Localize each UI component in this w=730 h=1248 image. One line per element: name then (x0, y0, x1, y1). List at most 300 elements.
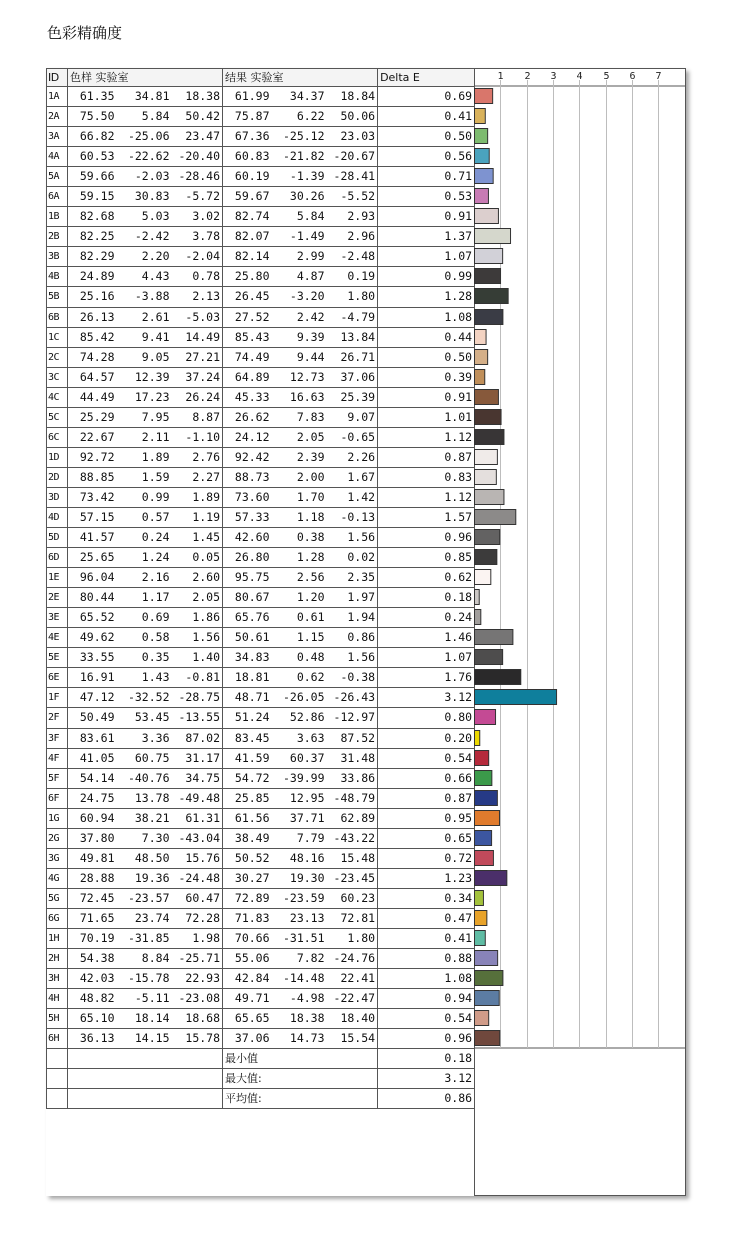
ref-b-value: -24.48 (172, 868, 223, 888)
ref-l-value: 25.65 (68, 548, 117, 568)
table-row (47, 207, 475, 227)
res-l-value: 51.24 (223, 708, 272, 728)
patch-id: 1B (47, 207, 68, 227)
ref-a-value: 0.35 (117, 648, 172, 668)
patch-id: 5B (47, 287, 68, 307)
res-a-value: -25.12 (272, 127, 327, 147)
bar-6A (475, 189, 489, 204)
summary-label: 最小值 (223, 1049, 378, 1069)
patch-id: 5G (47, 888, 68, 908)
patch-id: 5H (47, 1009, 68, 1029)
ref-b-value: 2.76 (172, 447, 223, 467)
table-row (47, 788, 475, 808)
color-accuracy-report (46, 68, 686, 1196)
res-b-value: 1.42 (327, 487, 378, 507)
ref-b-value: -13.55 (172, 708, 223, 728)
res-a-value: 12.95 (272, 788, 327, 808)
delta-e-value: 0.65 (378, 828, 475, 848)
ref-l-value: 50.49 (68, 708, 117, 728)
ref-b-value: 61.31 (172, 808, 223, 828)
bar-5F (475, 771, 492, 786)
ref-l-value: 41.05 (68, 748, 117, 768)
x-tick-label: 2 (524, 71, 531, 82)
patch-id: 2B (47, 227, 68, 247)
delta-e-value: 1.12 (378, 427, 475, 447)
res-l-value: 55.06 (223, 949, 272, 969)
patch-id: 4D (47, 507, 68, 527)
res-b-value: 26.71 (327, 347, 378, 367)
res-b-value: 15.54 (327, 1029, 378, 1049)
ref-a-value: 4.43 (117, 267, 172, 287)
ref-l-value: 33.55 (68, 648, 117, 668)
delta-e-value: 0.99 (378, 267, 475, 287)
table-row (47, 588, 475, 608)
res-l-value: 95.75 (223, 568, 272, 588)
table-row (47, 127, 475, 147)
table-row (47, 688, 475, 708)
summary-blank-id (47, 1049, 68, 1069)
summary-value: 0.18 (378, 1049, 475, 1069)
table-row (47, 327, 475, 347)
res-l-value: 65.76 (223, 608, 272, 628)
table-row (47, 728, 475, 748)
res-a-value: -21.82 (272, 147, 327, 167)
delta-e-value: 0.24 (378, 608, 475, 628)
ref-b-value: 2.13 (172, 287, 223, 307)
res-a-value: 48.16 (272, 848, 327, 868)
res-b-value: -0.13 (327, 507, 378, 527)
bar-6H (475, 1031, 500, 1046)
res-a-value: 52.86 (272, 708, 327, 728)
patch-id: 5F (47, 768, 68, 788)
patch-id: 3B (47, 247, 68, 267)
ref-a-value: 2.20 (117, 247, 172, 267)
ref-l-value: 72.45 (68, 888, 117, 908)
res-l-value: 92.42 (223, 447, 272, 467)
ref-a-value: -15.78 (117, 969, 172, 989)
res-l-value: 60.19 (223, 167, 272, 187)
bar-6D (475, 550, 497, 565)
ref-l-value: 54.38 (68, 949, 117, 969)
ref-b-value: 8.87 (172, 407, 223, 427)
ref-a-value: 0.69 (117, 608, 172, 628)
summary-label: 平均值: (223, 1089, 378, 1109)
ref-b-value: -43.04 (172, 828, 223, 848)
ref-a-value: 2.16 (117, 568, 172, 588)
summary-label: 最大值: (223, 1069, 378, 1089)
res-l-value: 34.83 (223, 648, 272, 668)
delta-e-value: 0.71 (378, 167, 475, 187)
res-l-value: 24.12 (223, 427, 272, 447)
res-l-value: 25.80 (223, 267, 272, 287)
delta-e-value: 0.41 (378, 107, 475, 127)
table-row (47, 928, 475, 948)
table-row (47, 467, 475, 487)
res-b-value: 60.23 (327, 888, 378, 908)
delta-e-value: 0.66 (378, 768, 475, 788)
ref-l-value: 48.82 (68, 989, 117, 1009)
ref-a-value: 12.39 (117, 367, 172, 387)
res-l-value: 50.52 (223, 848, 272, 868)
ref-a-value: 1.89 (117, 447, 172, 467)
res-l-value: 27.52 (223, 307, 272, 327)
res-l-value: 64.89 (223, 367, 272, 387)
ref-b-value: 0.78 (172, 267, 223, 287)
delta-e-value: 0.44 (378, 327, 475, 347)
ref-l-value: 25.29 (68, 407, 117, 427)
delta-e-value: 0.87 (378, 788, 475, 808)
delta-e-value: 0.72 (378, 848, 475, 868)
ref-l-value: 24.75 (68, 788, 117, 808)
patch-id: 6B (47, 307, 68, 327)
res-l-value: 41.59 (223, 748, 272, 768)
res-a-value: 1.28 (272, 548, 327, 568)
patch-id: 2F (47, 708, 68, 728)
ref-l-value: 49.62 (68, 628, 117, 648)
header-result-lab: 结果 实验室 (223, 69, 378, 87)
delta-e-value: 0.50 (378, 347, 475, 367)
res-b-value: 2.93 (327, 207, 378, 227)
res-a-value: 0.48 (272, 648, 327, 668)
ref-a-value: 0.99 (117, 487, 172, 507)
res-b-value: 18.40 (327, 1009, 378, 1029)
ref-b-value: 15.76 (172, 848, 223, 868)
res-a-value: 2.00 (272, 467, 327, 487)
patch-id: 4C (47, 387, 68, 407)
ref-a-value: 2.61 (117, 307, 172, 327)
res-l-value: 18.81 (223, 668, 272, 688)
ref-b-value: 23.47 (172, 127, 223, 147)
patch-id: 6A (47, 187, 68, 207)
table-row (47, 347, 475, 367)
res-l-value: 65.65 (223, 1009, 272, 1029)
table-row (47, 708, 475, 728)
res-b-value: 15.48 (327, 848, 378, 868)
bar-2B (475, 229, 511, 244)
bar-4G (475, 871, 507, 886)
ref-l-value: 88.85 (68, 467, 117, 487)
res-b-value: 22.41 (327, 969, 378, 989)
summary-blank-ref (68, 1069, 223, 1089)
delta-e-value: 0.83 (378, 467, 475, 487)
table-row (47, 748, 475, 768)
bar-2D (475, 470, 497, 485)
res-a-value: 1.20 (272, 588, 327, 608)
ref-b-value: 31.17 (172, 748, 223, 768)
ref-a-value: 34.81 (117, 87, 172, 107)
ref-a-value: 0.58 (117, 628, 172, 648)
bar-1C (475, 330, 487, 345)
x-tick-label: 4 (576, 71, 583, 82)
table-row (47, 407, 475, 427)
res-a-value: -26.05 (272, 688, 327, 708)
table-row (47, 969, 475, 989)
bar-3F (475, 731, 480, 746)
res-a-value: 2.42 (272, 307, 327, 327)
ref-b-value: -20.40 (172, 147, 223, 167)
ref-a-value: 0.24 (117, 528, 172, 548)
delta-e-bar-chart (474, 68, 686, 1196)
table-row (47, 888, 475, 908)
delta-e-value: 0.34 (378, 888, 475, 908)
ref-b-value: 34.75 (172, 768, 223, 788)
patch-id: 1E (47, 568, 68, 588)
res-a-value: 37.71 (272, 808, 327, 828)
res-a-value: 23.13 (272, 908, 327, 928)
ref-b-value: -28.46 (172, 167, 223, 187)
table-row (47, 568, 475, 588)
res-b-value: -2.48 (327, 247, 378, 267)
patch-id: 5D (47, 528, 68, 548)
bar-4F (475, 751, 489, 766)
res-a-value: 1.15 (272, 628, 327, 648)
delta-e-value: 1.01 (378, 407, 475, 427)
ref-b-value: -1.10 (172, 427, 223, 447)
ref-l-value: 36.13 (68, 1029, 117, 1049)
patch-id: 6D (47, 548, 68, 568)
res-b-value: 1.80 (327, 287, 378, 307)
res-b-value: 1.97 (327, 588, 378, 608)
x-tick-label: 3 (550, 71, 557, 82)
res-b-value: 23.03 (327, 127, 378, 147)
ref-l-value: 71.65 (68, 908, 117, 928)
res-l-value: 60.83 (223, 147, 272, 167)
ref-b-value: 2.27 (172, 467, 223, 487)
patch-id: 2H (47, 949, 68, 969)
ref-a-value: 3.36 (117, 728, 172, 748)
delta-e-value: 1.12 (378, 487, 475, 507)
res-a-value: 4.87 (272, 267, 327, 287)
ref-a-value: 8.84 (117, 949, 172, 969)
bar-5G (475, 891, 484, 906)
ref-b-value: 87.02 (172, 728, 223, 748)
table-row (47, 487, 475, 507)
bar-1F (475, 690, 557, 705)
summary-blank-ref (68, 1089, 223, 1109)
ref-a-value: 7.30 (117, 828, 172, 848)
bar-3C (475, 370, 485, 385)
bar-1B (475, 209, 499, 224)
ref-a-value: 5.84 (117, 107, 172, 127)
bar-3D (475, 490, 504, 505)
patch-id: 2A (47, 107, 68, 127)
ref-a-value: 17.23 (117, 387, 172, 407)
ref-a-value: 5.03 (117, 207, 172, 227)
bar-1E (475, 570, 491, 585)
bar-1G (475, 811, 500, 826)
ref-l-value: 59.66 (68, 167, 117, 187)
ref-b-value: 14.49 (172, 327, 223, 347)
ref-a-value: 9.41 (117, 327, 172, 347)
bar-5B (475, 289, 509, 304)
delta-e-value: 0.87 (378, 447, 475, 467)
table-row (47, 367, 475, 387)
ref-b-value: 50.42 (172, 107, 223, 127)
bar-5H (475, 1011, 489, 1026)
res-b-value: -22.47 (327, 989, 378, 1009)
summary-row (47, 1049, 475, 1069)
ref-l-value: 82.29 (68, 247, 117, 267)
patch-id: 6C (47, 427, 68, 447)
ref-l-value: 92.72 (68, 447, 117, 467)
res-b-value: -43.22 (327, 828, 378, 848)
res-a-value: -1.49 (272, 227, 327, 247)
ref-a-value: -5.11 (117, 989, 172, 1009)
res-b-value: 2.26 (327, 447, 378, 467)
res-a-value: -4.98 (272, 989, 327, 1009)
ref-b-value: 0.05 (172, 548, 223, 568)
bar-3B (475, 249, 503, 264)
summary-row (47, 1069, 475, 1089)
delta-e-value: 0.95 (378, 808, 475, 828)
res-l-value: 80.67 (223, 588, 272, 608)
res-a-value: 7.82 (272, 949, 327, 969)
ref-l-value: 66.82 (68, 127, 117, 147)
table-row (47, 528, 475, 548)
ref-b-value: -0.81 (172, 668, 223, 688)
ref-l-value: 49.81 (68, 848, 117, 868)
ref-l-value: 80.44 (68, 588, 117, 608)
res-l-value: 82.14 (223, 247, 272, 267)
res-l-value: 45.33 (223, 387, 272, 407)
ref-b-value: 22.93 (172, 969, 223, 989)
ref-a-value: 1.17 (117, 588, 172, 608)
summary-value: 3.12 (378, 1069, 475, 1089)
res-a-value: 14.73 (272, 1029, 327, 1049)
ref-a-value: 38.21 (117, 808, 172, 828)
ref-b-value: 18.68 (172, 1009, 223, 1029)
delta-e-value: 0.96 (378, 1029, 475, 1049)
patch-id: 4B (47, 267, 68, 287)
res-l-value: 57.33 (223, 507, 272, 527)
res-a-value: 0.62 (272, 668, 327, 688)
res-l-value: 61.56 (223, 808, 272, 828)
res-b-value: -24.76 (327, 949, 378, 969)
bar-5D (475, 530, 500, 545)
table-row (47, 147, 475, 167)
table-row (47, 608, 475, 628)
res-a-value: 18.38 (272, 1009, 327, 1029)
bar-2E (475, 590, 480, 605)
bar-4E (475, 630, 513, 645)
res-b-value: 62.89 (327, 808, 378, 828)
ref-l-value: 59.15 (68, 187, 117, 207)
delta-e-value: 0.47 (378, 908, 475, 928)
ref-l-value: 41.57 (68, 528, 117, 548)
delta-e-value: 1.57 (378, 507, 475, 527)
bar-5A (475, 169, 494, 184)
bar-6B (475, 310, 503, 325)
res-b-value: -12.97 (327, 708, 378, 728)
delta-e-value: 0.50 (378, 127, 475, 147)
ref-a-value: 13.78 (117, 788, 172, 808)
res-b-value: 1.80 (327, 928, 378, 948)
delta-e-value: 0.85 (378, 548, 475, 568)
res-l-value: 59.67 (223, 187, 272, 207)
res-a-value: 1.70 (272, 487, 327, 507)
table-row (47, 227, 475, 247)
delta-e-value: 1.23 (378, 868, 475, 888)
table-row (47, 628, 475, 648)
res-b-value: 2.35 (327, 568, 378, 588)
delta-e-value: 0.69 (378, 87, 475, 107)
res-a-value: 0.38 (272, 528, 327, 548)
res-a-value: 60.37 (272, 748, 327, 768)
ref-l-value: 26.13 (68, 307, 117, 327)
delta-e-value: 0.80 (378, 708, 475, 728)
ref-b-value: 3.02 (172, 207, 223, 227)
delta-e-value: 0.53 (378, 187, 475, 207)
bar-4A (475, 149, 490, 164)
ref-b-value: -2.04 (172, 247, 223, 267)
res-l-value: 50.61 (223, 628, 272, 648)
ref-l-value: 60.53 (68, 147, 117, 167)
ref-a-value: -2.03 (117, 167, 172, 187)
ref-b-value: 60.47 (172, 888, 223, 908)
ref-a-value: 1.24 (117, 548, 172, 568)
ref-l-value: 16.91 (68, 668, 117, 688)
ref-l-value: 42.03 (68, 969, 117, 989)
ref-l-value: 61.35 (68, 87, 117, 107)
res-a-value: 12.73 (272, 367, 327, 387)
table-row (47, 828, 475, 848)
ref-a-value: 9.05 (117, 347, 172, 367)
ref-b-value: 37.24 (172, 367, 223, 387)
res-b-value: -28.41 (327, 167, 378, 187)
ref-b-value: 2.60 (172, 568, 223, 588)
delta-e-value: 0.91 (378, 207, 475, 227)
res-l-value: 75.87 (223, 107, 272, 127)
bar-2G (475, 831, 492, 846)
patch-id: 2G (47, 828, 68, 848)
patch-id: 6H (47, 1029, 68, 1049)
bar-2H (475, 951, 498, 966)
res-a-value: 6.22 (272, 107, 327, 127)
res-l-value: 30.27 (223, 868, 272, 888)
ref-a-value: -22.62 (117, 147, 172, 167)
ref-a-value: 53.45 (117, 708, 172, 728)
patch-id: 3D (47, 487, 68, 507)
ref-b-value: 1.86 (172, 608, 223, 628)
ref-a-value: 14.15 (117, 1029, 172, 1049)
res-b-value: 1.94 (327, 608, 378, 628)
res-b-value: 25.39 (327, 387, 378, 407)
table-row (47, 949, 475, 969)
ref-b-value: -25.71 (172, 949, 223, 969)
ref-l-value: 44.49 (68, 387, 117, 407)
res-l-value: 26.62 (223, 407, 272, 427)
delta-e-value: 1.28 (378, 287, 475, 307)
res-l-value: 72.89 (223, 888, 272, 908)
ref-b-value: 1.98 (172, 928, 223, 948)
res-l-value: 42.84 (223, 969, 272, 989)
res-b-value: -0.38 (327, 668, 378, 688)
ref-l-value: 54.14 (68, 768, 117, 788)
res-l-value: 74.49 (223, 347, 272, 367)
table-row (47, 287, 475, 307)
delta-e-value: 1.07 (378, 247, 475, 267)
patch-id: 4A (47, 147, 68, 167)
table-row (47, 668, 475, 688)
ref-b-value: -23.08 (172, 989, 223, 1009)
bar-3E (475, 610, 481, 625)
res-l-value: 54.72 (223, 768, 272, 788)
ref-l-value: 24.89 (68, 267, 117, 287)
patch-id: 5C (47, 407, 68, 427)
ref-a-value: 1.59 (117, 467, 172, 487)
patch-id: 3E (47, 608, 68, 628)
res-l-value: 67.36 (223, 127, 272, 147)
